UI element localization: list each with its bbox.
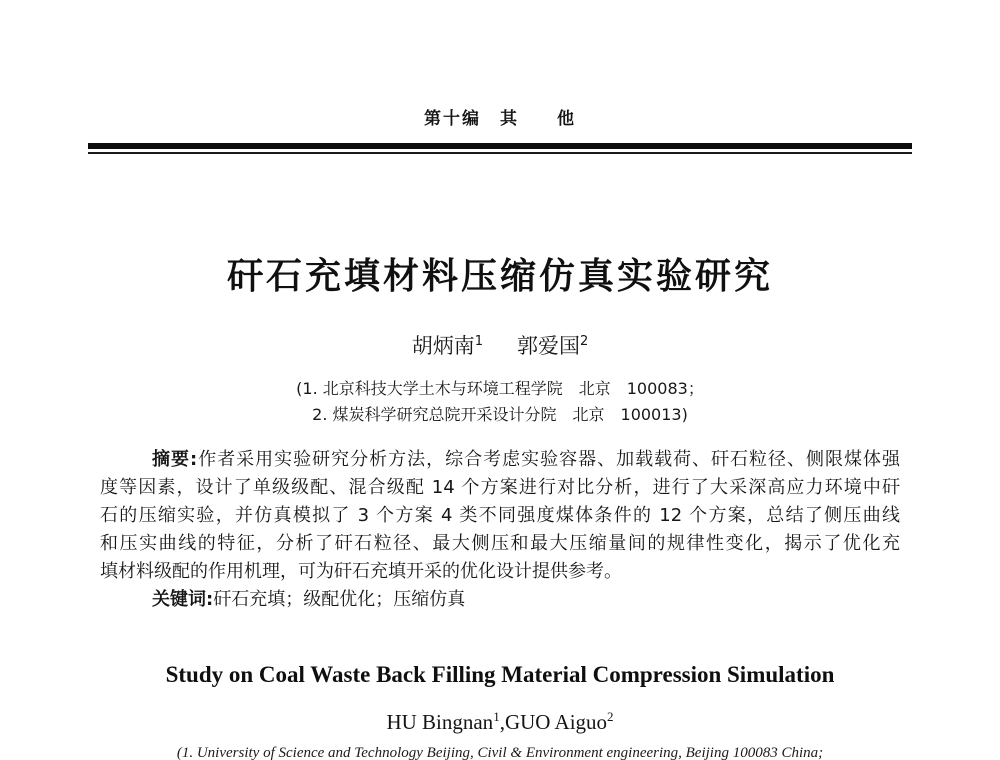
author-en-2-name: GUO Aiguo xyxy=(504,710,608,734)
header-rule-thick xyxy=(88,143,912,149)
keywords-text: 矸石充填；级配优化；压缩仿真 xyxy=(213,589,466,610)
keywords-label: 关键词: xyxy=(152,589,214,610)
abstract-line-1 xyxy=(100,449,900,471)
abstract-label: 摘要: xyxy=(152,449,198,470)
affiliation-en-clipped: (1. University of Science and Technology Beijing, Civil & Environment engineering, Beijing 100083 China; xyxy=(176,745,824,760)
author-zh-2-name: 郭爱国 xyxy=(517,334,580,358)
paper-title-zh: 矸石充填材料压缩仿真实验研究 xyxy=(226,256,773,297)
paper-title-en: Study on Coal Waste Back Filling Material Compression Simulation xyxy=(165,662,835,687)
affiliation-zh-line-2: 2. 煤炭科学研究总院开采设计分院 北京 100013) xyxy=(312,405,688,424)
running-head: 第十编 其 他 xyxy=(424,109,576,129)
authors-en xyxy=(0,710,1000,735)
author-zh-2 xyxy=(517,334,588,358)
author-en-2-superscript: 2 xyxy=(607,709,614,724)
affiliation-zh-line-1: (1. 北京科技大学土木与环境工程学院 北京 100083； xyxy=(296,379,704,398)
authors-zh xyxy=(0,330,1000,360)
header-rule-thin xyxy=(88,152,912,154)
keywords-line xyxy=(100,589,900,611)
abstract-line-3: 石的压缩实验，并仿真模拟了 3 个方案 4 类不同强度煤体条件的 12 个方案，总结了侧压曲线 xyxy=(100,505,900,526)
author-zh-1 xyxy=(412,334,483,358)
abstract-line-1-text: 作者采用实验研究分析方法，综合考虑实验容器、加载载荷、矸石粒径、侧限煤体强 xyxy=(197,449,901,470)
author-en-1-name: HU Bingnan xyxy=(386,710,494,734)
abstract-line-4: 和压实曲线的特征，分析了矸石粒径、最大侧压和最大压缩量间的规律性变化，揭示了优化充 xyxy=(100,533,900,554)
author-en-1-superscript: 1 xyxy=(493,709,500,724)
abstract-line-2: 度等因素，设计了单级级配、混合级配 14 个方案进行对比分析，进行了大采深高应力环境中矸 xyxy=(100,477,900,498)
author-zh-2-superscript: 2 xyxy=(580,334,589,349)
author-zh-1-name: 胡炳南 xyxy=(411,334,475,358)
author-zh-1-superscript: 1 xyxy=(474,334,483,349)
authors-en-separator: , xyxy=(499,710,505,734)
abstract-line-5: 填材料级配的作用机理，可为矸石充填开采的优化设计提供参考。 xyxy=(100,561,622,582)
